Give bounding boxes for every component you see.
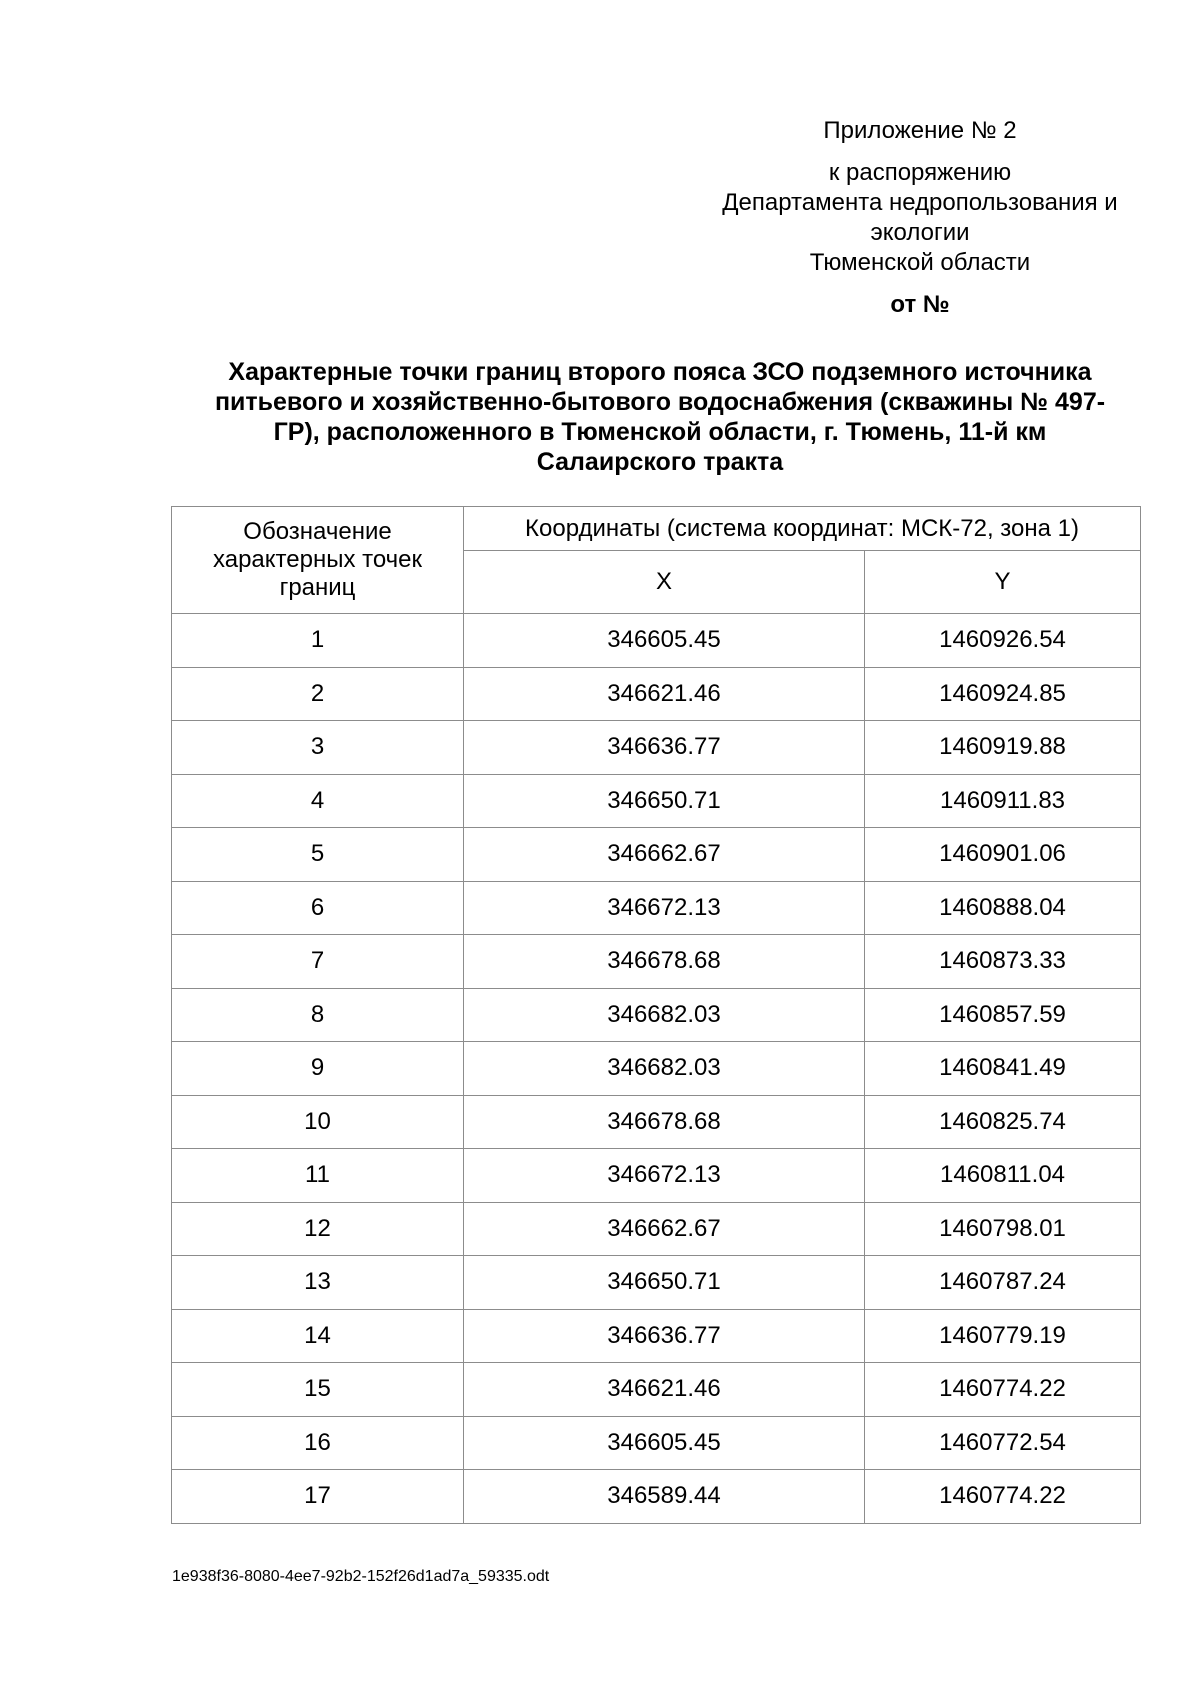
y-coordinate-cell: 1460825.74 [865,1095,1141,1149]
appendix-line: Тюменской области [809,249,1031,276]
point-number-cell: 17 [172,1470,464,1524]
x-coordinate-cell: 346589.44 [464,1470,865,1524]
table-row [172,1042,1141,1096]
table-row [172,1416,1141,1470]
document-title-line: Салаирского тракта [536,448,784,476]
y-coordinate-cell: 1460857.59 [865,988,1141,1042]
y-coordinate-cell: 1460924.85 [865,667,1141,721]
document-title-line: Характерные точки границ второго пояса ЗСО подземного источника [228,358,1092,386]
y-coordinate-cell: 1460911.83 [865,774,1141,828]
table-row [172,1095,1141,1149]
x-coordinate-cell: 346682.03 [464,1042,865,1096]
point-number-cell: 8 [172,988,464,1042]
appendix-line: к распоряжению [828,159,1012,186]
point-number-cell: 9 [172,1042,464,1096]
point-number-cell: 7 [172,935,464,989]
y-column-header: Y [865,551,1141,614]
appendix-reference [690,158,1150,278]
x-column-header: X [464,551,865,614]
y-coordinate-cell: 1460873.33 [865,935,1141,989]
point-number-cell: 10 [172,1095,464,1149]
point-number-cell: 4 [172,774,464,828]
y-coordinate-cell: 1460919.88 [865,721,1141,775]
table-row [172,988,1141,1042]
x-coordinate-cell: 346605.45 [464,1416,865,1470]
y-coordinate-cell: 1460774.22 [865,1470,1141,1524]
x-coordinate-cell: 346621.46 [464,667,865,721]
x-coordinate-cell: 346650.71 [464,1256,865,1310]
x-coordinate-cell: 346678.68 [464,1095,865,1149]
x-coordinate-cell: 346662.67 [464,1202,865,1256]
appendix-line: Департамента недропользования и [722,189,1118,216]
y-coordinate-cell: 1460798.01 [865,1202,1141,1256]
table-row [172,828,1141,882]
x-coordinate-cell: 346621.46 [464,1363,865,1417]
y-coordinate-cell: 1460888.04 [865,881,1141,935]
point-header-line: границ [279,574,356,601]
x-coordinate-cell: 346678.68 [464,935,865,989]
point-number-cell: 2 [172,667,464,721]
point-number-cell: 1 [172,614,464,668]
table-row [172,1256,1141,1310]
document-title-line: ГР), расположенного в Тюменской области, г. Тюмень, 11-й км [273,418,1047,446]
y-coordinate-cell: 1460811.04 [865,1149,1141,1203]
table-row [172,935,1141,989]
coordinates-table [171,506,1141,1524]
table-row [172,614,1141,668]
x-coordinate-cell: 346672.13 [464,881,865,935]
document-title-line: питьевого и хозяйственно-бытового водоснабжения (скважины № 497- [214,388,1106,416]
table-row [172,1363,1141,1417]
point-number-cell: 3 [172,721,464,775]
y-coordinate-cell: 1460787.24 [865,1256,1141,1310]
y-coordinate-cell: 1460774.22 [865,1363,1141,1417]
y-coordinate-cell: 1460772.54 [865,1416,1141,1470]
table-row [172,1309,1141,1363]
y-coordinate-cell: 1460779.19 [865,1309,1141,1363]
point-header-line: Обозначение [243,518,392,545]
x-coordinate-cell: 346682.03 [464,988,865,1042]
table-row [172,881,1141,935]
x-coordinate-cell: 346672.13 [464,1149,865,1203]
x-coordinate-cell: 346662.67 [464,828,865,882]
table-row [172,774,1141,828]
x-coordinate-cell: 346636.77 [464,1309,865,1363]
point-number-cell: 13 [172,1256,464,1310]
appendix-title: Приложение № 2 [823,117,1017,144]
point-number-cell: 15 [172,1363,464,1417]
point-number-cell: 5 [172,828,464,882]
point-number-cell: 12 [172,1202,464,1256]
point-number-cell: 6 [172,881,464,935]
x-coordinate-cell: 346636.77 [464,721,865,775]
table-row [172,721,1141,775]
table-row [172,1202,1141,1256]
point-designation-header [172,507,464,614]
point-header-line: характерных точек [212,546,423,573]
y-coordinate-cell: 1460901.06 [865,828,1141,882]
footer-filename: 1e938f36-8080-4ee7-92b2-152f26d1ad7a_59335.odt [172,1568,550,1585]
y-coordinate-cell: 1460926.54 [865,614,1141,668]
table-row [172,667,1141,721]
coordinates-table-body [172,614,1141,1524]
point-number-cell: 14 [172,1309,464,1363]
x-coordinate-cell: 346605.45 [464,614,865,668]
document-title [180,357,1140,477]
x-coordinate-cell: 346650.71 [464,774,865,828]
table-row [172,1470,1141,1524]
coordinates-header: Координаты (система координат: МСК-72, зона 1) [464,507,1141,551]
appendix-line: экологии [870,219,970,246]
table-row [172,1149,1141,1203]
y-coordinate-cell: 1460841.49 [865,1042,1141,1096]
point-number-cell: 11 [172,1149,464,1203]
appendix-date-number: от № [890,291,950,318]
point-number-cell: 16 [172,1416,464,1470]
